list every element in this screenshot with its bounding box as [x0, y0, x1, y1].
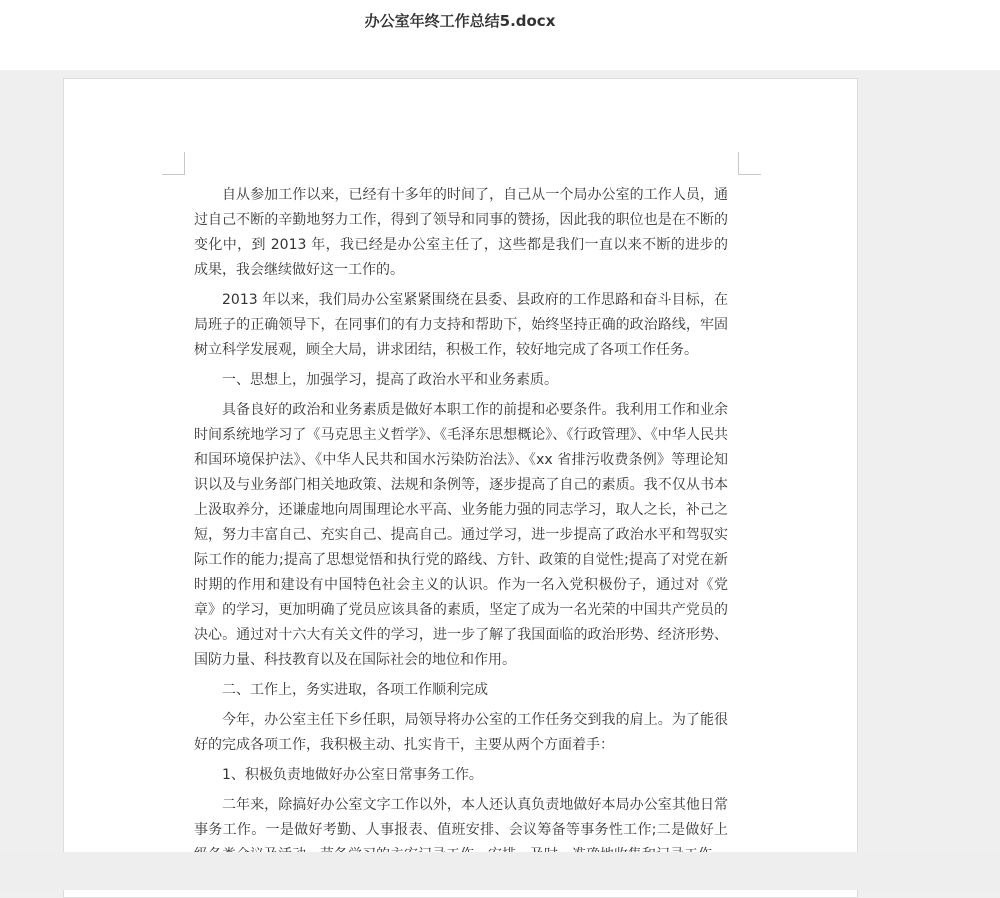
- margin-corner-top-left: [162, 152, 185, 175]
- document-title: 办公室年终工作总结5.docx: [364, 12, 556, 30]
- paragraph: 今年，办公室主任下乡任职，局领导将办公室的工作任务交到我的肩上。为了能很好的完成各项工作，我积极主动、扎实肯干，主要从两个方面着手：: [194, 712, 728, 753]
- document-page: [63, 78, 858, 898]
- subsection-heading: 1、积极负责地做好办公室日常事务工作。: [222, 767, 483, 783]
- title-bar: [0, 0, 1000, 70]
- paragraph: 具备良好的政治和业务素质是做好本职工作的前提和必要条件。我利用工作和业余时间系统地学习了《马克思主义哲学》、《毛泽东思想概论》、《行政管理》、《中华人民共和国环境保护法》、《中华人民共和国水污染防治法》、《xx 省排污收费条例》等理论知识以及与业务部门相关地政策、法规和条例等，逐步提高了自己的素质。我不仅从书本上汲取养分，还谦虚地向周围理论水平高、业务能力强的同志学习，取人之长，补己之短，努力丰富自己、充实自己、提高自己。通过学习，进一步提高了政治水平和驾驭实际工作的能力;提高了思想觉悟和执行党的路线、方针、政策的自觉性;提高了对党在新时期的作用和建设有中国特色社会主义的认识。作为一名入党积极份子，通过对《党章》的学习，更加明确了党员应该具备的素质，坚定了成为一名光荣的中国共产党员的决心。通过对十六大有关文件的学习，进一步了解了我国面临的政治形势、经济形势、国防力量、科技教育以及在国际社会的地位和作用。: [194, 402, 728, 668]
- paragraph: 二年来，除搞好办公室文字工作以外，本人还认真负责地做好本局办公室其他日常事务工作。一是做好考勤、人事报表、值班安排、会议筹备等事务性工作;二是做好上: [194, 797, 728, 838]
- paragraph: 自从参加工作以来，已经有十多年的时间了，自己从一个局办公室的工作人员，通过自己不断的辛勤地努力工作，得到了领导和同事的赞扬，因此我的职位也是在不断的变化中，到 2013 年，我已经是办公室主任了，这些都是我们一直以来不断的进步的成果，我会继续做好这一工作的。: [194, 187, 728, 278]
- section-heading: 二、工作上，务实进取，各项工作顺利完成: [222, 682, 488, 698]
- margin-corner-top-right: [738, 152, 761, 175]
- document-body: [194, 183, 728, 873]
- bottom-bar: [0, 852, 1000, 890]
- section-heading: 一、思想上，加强学习，提高了政治水平和业务素质。: [222, 372, 558, 388]
- paragraph: 2013 年以来，我们局办公室紧紧围绕在县委、县政府的工作思路和奋斗目标，在局班子的正确领导下，在同事们的有力支持和帮助下，始终坚持正确的政治路线，牢固树立科学发展观，顾全大局，讲求团结，积极工作，较好地完成了各项工作任务。: [194, 292, 728, 358]
